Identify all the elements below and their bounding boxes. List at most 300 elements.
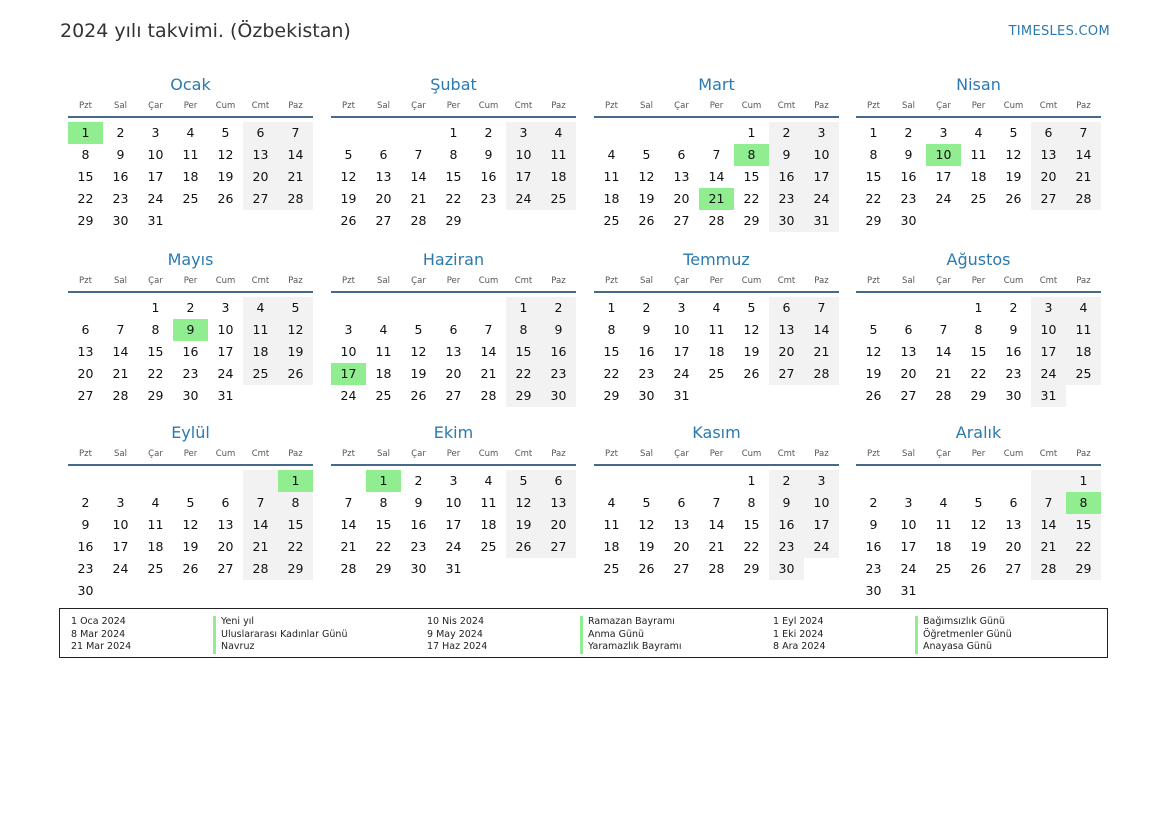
- month-name: Ağustos: [946, 250, 1011, 269]
- day-cell: 27: [673, 561, 690, 576]
- day-cell: 27: [541, 536, 576, 558]
- weekday-label: Sal: [377, 276, 390, 286]
- day-cell: 22: [147, 366, 164, 381]
- day-cell: 2: [869, 495, 878, 510]
- weekday-label: Çar: [148, 449, 163, 459]
- day-cell: 28: [480, 388, 497, 403]
- day-cell: 8: [81, 147, 90, 162]
- day-cell: 20: [243, 166, 278, 188]
- empty-cell: [208, 210, 243, 232]
- day-cell: 23: [900, 191, 917, 206]
- day-cell: 25: [541, 188, 576, 210]
- day-cell: 11: [243, 319, 278, 341]
- empty-cell: [471, 210, 506, 232]
- day-cell: 28: [340, 561, 357, 576]
- weekday-label: Sal: [377, 449, 390, 459]
- day-cell: 10: [217, 322, 234, 337]
- day-cell: 6: [449, 322, 458, 337]
- day-cell: 14: [804, 319, 839, 341]
- day-cell: 27: [1031, 188, 1066, 210]
- day-cell: 19: [182, 539, 199, 554]
- day-cell: 3: [116, 495, 125, 510]
- holiday-day-cell: 1: [68, 122, 103, 144]
- weekday-label: Pzt: [867, 449, 880, 459]
- day-cell: 12: [217, 147, 234, 162]
- day-cell: 29: [743, 561, 760, 576]
- day-cell: 6: [243, 122, 278, 144]
- weekday-label: Cum: [215, 101, 236, 111]
- day-cell: 8: [974, 322, 983, 337]
- legend-date: 8 Mar 2024: [71, 628, 126, 640]
- weekday-label: Cum: [741, 101, 762, 111]
- day-cell: 12: [506, 492, 541, 514]
- day-cell: 17: [445, 517, 462, 532]
- day-cell: 6: [1009, 495, 1018, 510]
- day-cell: 4: [151, 495, 160, 510]
- day-cell: 9: [869, 517, 878, 532]
- month-name: Aralık: [955, 423, 1002, 442]
- day-cell: 27: [900, 388, 917, 403]
- day-cell: 24: [673, 366, 690, 381]
- month-name: Ekim: [433, 423, 474, 442]
- day-cell: 16: [410, 517, 427, 532]
- month-block: [594, 418, 839, 580]
- empty-cell: [856, 470, 891, 492]
- day-cell: 21: [340, 539, 357, 554]
- weekday-label: Çar: [411, 276, 426, 286]
- empty-cell: [278, 580, 313, 602]
- empty-cell: [366, 122, 401, 144]
- legend-dates-col-3: [773, 616, 826, 654]
- day-cell: 25: [147, 561, 164, 576]
- weekday-label: Çar: [674, 101, 689, 111]
- day-cell: 7: [712, 495, 721, 510]
- day-cell: 28: [804, 363, 839, 385]
- day-cell: 13: [673, 169, 690, 184]
- day-cell: 5: [869, 322, 878, 337]
- weekday-label: Sal: [114, 449, 127, 459]
- day-cell: 4: [186, 125, 195, 140]
- day-cell: 29: [445, 213, 462, 228]
- weekday-label: Cum: [215, 276, 236, 286]
- day-cell: 2: [642, 300, 651, 315]
- day-cell: 13: [769, 319, 804, 341]
- day-cell: 14: [410, 169, 427, 184]
- day-cell: 27: [673, 213, 690, 228]
- legend-names-col-1: [213, 616, 347, 654]
- day-cell: 25: [1066, 363, 1101, 385]
- empty-cell: [1031, 580, 1066, 602]
- weekday-label: Per: [446, 276, 461, 286]
- day-cell: 12: [743, 322, 760, 337]
- day-cell: 28: [278, 188, 313, 210]
- empty-cell: [331, 297, 366, 319]
- day-cell: 28: [935, 388, 952, 403]
- weekday-label: Pzt: [867, 276, 880, 286]
- day-cell: 24: [900, 561, 917, 576]
- day-cell: 10: [673, 322, 690, 337]
- month-name: Temmuz: [683, 250, 750, 269]
- day-cell: 19: [410, 366, 427, 381]
- day-cell: 22: [445, 191, 462, 206]
- day-cell: 7: [712, 147, 721, 162]
- empty-cell: [103, 470, 138, 492]
- day-grid: [68, 297, 313, 407]
- day-cell: 23: [182, 366, 199, 381]
- day-cell: 20: [1031, 166, 1066, 188]
- day-cell: 7: [484, 322, 493, 337]
- day-cell: 16: [1005, 344, 1022, 359]
- day-cell: 1: [449, 125, 458, 140]
- empty-cell: [243, 580, 278, 602]
- day-cell: 27: [217, 561, 234, 576]
- day-cell: 11: [182, 147, 199, 162]
- day-cell: 10: [900, 517, 917, 532]
- day-cell: 18: [708, 344, 725, 359]
- day-cell: 25: [480, 539, 497, 554]
- day-grid: [68, 470, 313, 602]
- day-cell: 24: [1031, 363, 1066, 385]
- empty-cell: [243, 470, 278, 492]
- day-cell: 2: [116, 125, 125, 140]
- day-cell: 11: [935, 517, 952, 532]
- day-cell: 24: [935, 191, 952, 206]
- day-cell: 5: [1009, 125, 1018, 140]
- weekday-header: [856, 448, 1101, 466]
- month-block: [68, 418, 313, 602]
- day-cell: 24: [217, 366, 234, 381]
- day-cell: 3: [677, 300, 686, 315]
- weekday-header: [594, 275, 839, 293]
- day-cell: 11: [147, 517, 164, 532]
- day-cell: 8: [151, 322, 160, 337]
- day-cell: 13: [375, 169, 392, 184]
- weekday-label: Pzt: [605, 449, 618, 459]
- day-cell: 16: [480, 169, 497, 184]
- day-cell: 31: [217, 388, 234, 403]
- day-cell: 25: [935, 561, 952, 576]
- day-cell: 21: [410, 191, 427, 206]
- day-cell: 20: [900, 366, 917, 381]
- empty-cell: [891, 297, 926, 319]
- day-cell: 13: [243, 144, 278, 166]
- day-cell: 9: [414, 495, 423, 510]
- empty-cell: [996, 470, 1031, 492]
- month-name: Haziran: [422, 250, 485, 269]
- day-cell: 14: [1031, 514, 1066, 536]
- day-cell: 21: [1066, 166, 1101, 188]
- day-cell: 15: [445, 169, 462, 184]
- weekday-label: Cmt: [777, 101, 796, 111]
- day-cell: 25: [708, 366, 725, 381]
- weekday-label: Cmt: [514, 101, 533, 111]
- day-cell: 22: [743, 191, 760, 206]
- holiday-day-cell: 10: [926, 144, 961, 166]
- day-cell: 16: [112, 169, 129, 184]
- day-cell: 31: [804, 210, 839, 232]
- day-cell: 10: [445, 495, 462, 510]
- legend-names-col-2: [580, 616, 682, 654]
- day-cell: 5: [278, 297, 313, 319]
- day-cell: 10: [1031, 319, 1066, 341]
- empty-cell: [996, 210, 1031, 232]
- day-cell: 7: [116, 322, 125, 337]
- weekday-label: Çar: [411, 449, 426, 459]
- day-cell: 27: [769, 363, 804, 385]
- month-name: Eylül: [171, 423, 210, 442]
- month-name: Mart: [698, 75, 735, 94]
- empty-cell: [68, 297, 103, 319]
- empty-cell: [926, 470, 961, 492]
- day-grid: [68, 122, 313, 232]
- day-cell: 6: [379, 147, 388, 162]
- day-cell: 16: [541, 341, 576, 363]
- day-cell: 19: [340, 191, 357, 206]
- weekday-label: Sal: [114, 101, 127, 111]
- weekday-label: Cum: [741, 449, 762, 459]
- weekday-header: [68, 100, 313, 118]
- day-cell: 26: [638, 213, 655, 228]
- day-cell: 5: [221, 125, 230, 140]
- empty-cell: [138, 580, 173, 602]
- day-cell: 20: [769, 341, 804, 363]
- legend-holiday-name: Yaramazlık Bayramı: [580, 641, 682, 654]
- day-cell: 30: [1005, 388, 1022, 403]
- month-block: [68, 245, 313, 407]
- weekday-label: Paz: [551, 101, 566, 111]
- day-cell: 9: [904, 147, 913, 162]
- day-cell: 5: [186, 495, 195, 510]
- site-link[interactable]: TIMESLES.COM: [1008, 24, 1110, 39]
- day-cell: 14: [112, 344, 129, 359]
- day-cell: 11: [708, 322, 725, 337]
- weekday-label: Sal: [114, 276, 127, 286]
- weekday-label: Cum: [215, 449, 236, 459]
- day-cell: 21: [480, 366, 497, 381]
- day-cell: 21: [243, 536, 278, 558]
- day-cell: 13: [541, 492, 576, 514]
- weekday-label: Pzt: [342, 276, 355, 286]
- day-cell: 3: [1031, 297, 1066, 319]
- month-name: Ocak: [170, 75, 211, 94]
- day-cell: 26: [970, 561, 987, 576]
- weekday-label: Sal: [640, 101, 653, 111]
- holiday-day-cell: 17: [331, 363, 366, 385]
- weekday-label: Per: [446, 101, 461, 111]
- day-cell: 11: [480, 495, 497, 510]
- day-cell: 14: [278, 144, 313, 166]
- day-cell: 7: [278, 122, 313, 144]
- day-cell: 1: [151, 300, 160, 315]
- day-cell: 26: [865, 388, 882, 403]
- day-cell: 20: [673, 191, 690, 206]
- day-cell: 1: [1066, 470, 1101, 492]
- month-name: Kasım: [692, 423, 741, 442]
- day-cell: 30: [182, 388, 199, 403]
- day-cell: 9: [116, 147, 125, 162]
- weekday-label: Cum: [1003, 449, 1024, 459]
- weekday-label: Cmt: [777, 449, 796, 459]
- weekday-label: Pzt: [342, 449, 355, 459]
- day-cell: 11: [1066, 319, 1101, 341]
- month-block: [331, 70, 576, 232]
- day-cell: 18: [147, 539, 164, 554]
- day-cell: 6: [1031, 122, 1066, 144]
- day-cell: 31: [445, 561, 462, 576]
- legend-date: 1 Eki 2024: [773, 628, 824, 640]
- legend-date: 21 Mar 2024: [71, 641, 132, 652]
- weekday-label: Cmt: [251, 276, 270, 286]
- day-cell: 14: [935, 344, 952, 359]
- day-cell: 29: [147, 388, 164, 403]
- empty-cell: [961, 470, 996, 492]
- day-cell: 19: [638, 191, 655, 206]
- day-cell: 11: [375, 344, 392, 359]
- holiday-day-cell: 8: [1066, 492, 1101, 514]
- day-cell: 8: [607, 322, 616, 337]
- day-cell: 20: [375, 191, 392, 206]
- day-cell: 21: [804, 341, 839, 363]
- day-cell: 2: [769, 470, 804, 492]
- day-cell: 7: [1066, 122, 1101, 144]
- day-cell: 3: [151, 125, 160, 140]
- day-cell: 15: [1066, 514, 1101, 536]
- day-cell: 6: [904, 322, 913, 337]
- day-cell: 29: [865, 213, 882, 228]
- empty-cell: [629, 470, 664, 492]
- day-cell: 14: [708, 169, 725, 184]
- day-cell: 30: [769, 210, 804, 232]
- day-cell: 19: [506, 514, 541, 536]
- day-cell: 10: [506, 144, 541, 166]
- empty-cell: [471, 558, 506, 580]
- day-cell: 29: [77, 213, 94, 228]
- day-cell: 26: [278, 363, 313, 385]
- legend-date: 8 Ara 2024: [773, 641, 826, 652]
- legend-dates-col-1: [71, 616, 131, 654]
- day-cell: 14: [708, 517, 725, 532]
- day-cell: 18: [603, 191, 620, 206]
- day-cell: 18: [182, 169, 199, 184]
- day-cell: 21: [935, 366, 952, 381]
- day-cell: 6: [221, 495, 230, 510]
- day-grid: [331, 122, 576, 232]
- day-cell: 27: [445, 388, 462, 403]
- empty-cell: [173, 210, 208, 232]
- weekday-label: Paz: [1076, 101, 1091, 111]
- empty-cell: [173, 580, 208, 602]
- day-cell: 19: [217, 169, 234, 184]
- weekday-header: [331, 448, 576, 466]
- legend-date: 1 Eyl 2024: [773, 616, 824, 627]
- day-cell: 3: [221, 300, 230, 315]
- day-cell: 23: [638, 366, 655, 381]
- empty-cell: [856, 297, 891, 319]
- weekday-label: Paz: [288, 101, 303, 111]
- day-cell: 6: [677, 495, 686, 510]
- month-block: [856, 245, 1101, 407]
- day-cell: 17: [147, 169, 164, 184]
- day-cell: 17: [804, 166, 839, 188]
- day-cell: 30: [900, 213, 917, 228]
- day-cell: 7: [1031, 492, 1066, 514]
- legend-date: 1 Oca 2024: [71, 616, 126, 627]
- day-cell: 5: [414, 322, 423, 337]
- weekday-label: Sal: [377, 101, 390, 111]
- day-cell: 20: [541, 514, 576, 536]
- day-cell: 17: [1031, 341, 1066, 363]
- day-grid: [594, 470, 839, 580]
- day-cell: 30: [77, 583, 94, 598]
- day-cell: 2: [414, 473, 423, 488]
- weekday-label: Sal: [902, 449, 915, 459]
- weekday-label: Cum: [1003, 101, 1024, 111]
- weekday-label: Cum: [478, 449, 499, 459]
- day-cell: 24: [804, 536, 839, 558]
- empty-cell: [664, 122, 699, 144]
- weekday-label: Sal: [640, 449, 653, 459]
- weekday-header: [331, 275, 576, 293]
- day-cell: 28: [1066, 188, 1101, 210]
- day-cell: 24: [112, 561, 129, 576]
- legend-holiday-name: Anma Günü: [580, 629, 682, 642]
- day-cell: 8: [747, 495, 756, 510]
- day-cell: 16: [900, 169, 917, 184]
- month-block: [331, 245, 576, 407]
- day-cell: 4: [1066, 297, 1101, 319]
- empty-cell: [436, 297, 471, 319]
- legend-date: 10 Nis 2024: [427, 616, 484, 627]
- empty-cell: [926, 297, 961, 319]
- weekday-label: Paz: [1076, 276, 1091, 286]
- day-cell: 31: [1031, 385, 1066, 407]
- month-block: [594, 245, 839, 407]
- empty-cell: [769, 385, 804, 407]
- weekday-label: Cum: [478, 101, 499, 111]
- holiday-day-cell: 1: [278, 470, 313, 492]
- day-cell: 4: [541, 122, 576, 144]
- holiday-legend: [59, 608, 1108, 658]
- day-cell: 12: [410, 344, 427, 359]
- weekday-label: Pzt: [79, 276, 92, 286]
- day-cell: 14: [340, 517, 357, 532]
- day-cell: 6: [677, 147, 686, 162]
- day-cell: 9: [1009, 322, 1018, 337]
- empty-cell: [366, 297, 401, 319]
- day-cell: 28: [112, 388, 129, 403]
- day-cell: 12: [970, 517, 987, 532]
- weekday-label: Cmt: [777, 276, 796, 286]
- day-cell: 9: [81, 517, 90, 532]
- legend-holiday-name: Yeni yıl: [213, 616, 347, 629]
- day-cell: 7: [243, 492, 278, 514]
- day-cell: 26: [340, 213, 357, 228]
- day-cell: 9: [541, 319, 576, 341]
- empty-cell: [103, 297, 138, 319]
- weekday-label: Pzt: [867, 101, 880, 111]
- day-cell: 3: [904, 495, 913, 510]
- day-cell: 22: [865, 191, 882, 206]
- day-cell: 22: [1066, 536, 1101, 558]
- day-cell: 22: [375, 539, 392, 554]
- holiday-day-cell: 1: [366, 470, 401, 492]
- day-cell: 1: [747, 125, 756, 140]
- empty-cell: [243, 210, 278, 232]
- day-cell: 13: [77, 344, 94, 359]
- empty-cell: [594, 122, 629, 144]
- weekday-label: Cmt: [251, 101, 270, 111]
- weekday-label: Per: [971, 101, 986, 111]
